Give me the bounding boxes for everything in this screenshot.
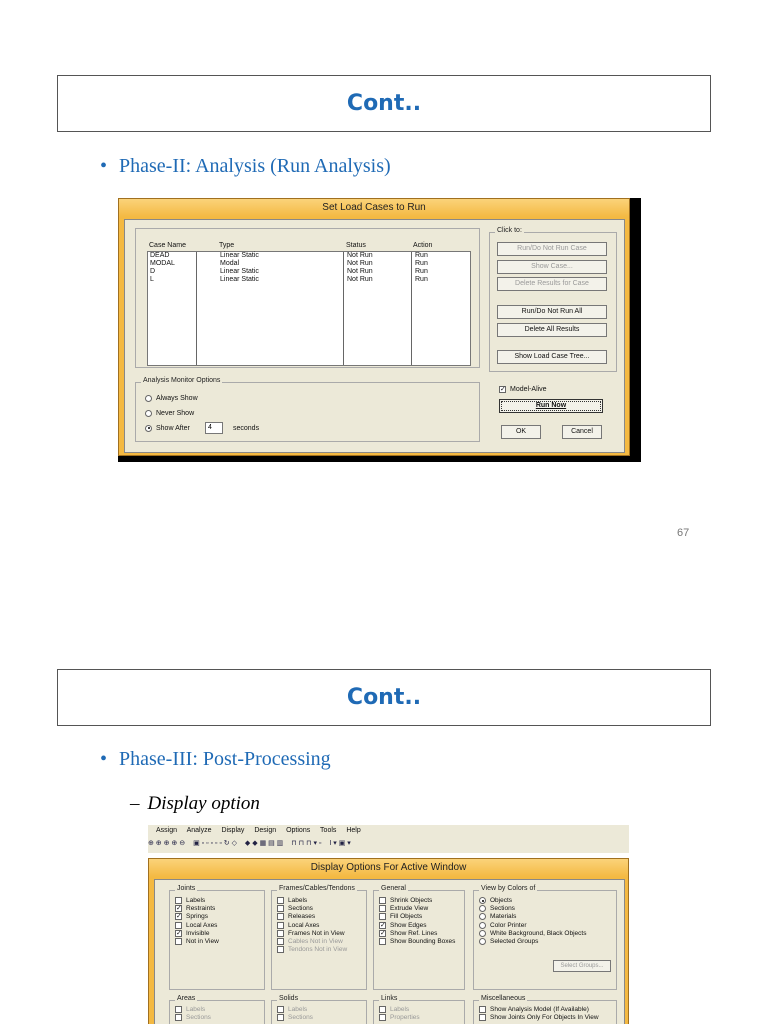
checkbox-checked-icon: ✓ xyxy=(176,913,182,921)
menu-tools[interactable]: Tools xyxy=(320,827,337,834)
selected-groups-radio[interactable]: Selected Groups xyxy=(479,938,586,946)
always-show-radio[interactable]: Always Show xyxy=(145,394,198,403)
checkbox-checked-icon: ✓ xyxy=(380,929,386,937)
menu-help[interactable]: Help xyxy=(346,827,361,834)
color-materials-radio[interactable]: Materials xyxy=(479,913,586,921)
bullet-label: Phase-III: Post-Processing xyxy=(119,748,331,770)
col-type: Type xyxy=(219,242,235,249)
solids-label: Solids xyxy=(279,995,299,1002)
color-sections-radio[interactable]: Sections xyxy=(479,905,586,913)
bullet-text xyxy=(100,748,331,771)
set-load-cases-dialog xyxy=(118,198,641,462)
joints-options xyxy=(175,897,219,946)
links-labels-checkbox[interactable]: Labels xyxy=(379,1006,420,1014)
color-objects-radio[interactable]: Objects xyxy=(479,897,586,905)
bullet-text xyxy=(100,155,391,178)
slide-title-box xyxy=(57,75,711,132)
color-printer-radio[interactable]: Color Printer xyxy=(479,922,586,930)
checkbox-icon xyxy=(175,897,182,904)
links-options xyxy=(379,1006,420,1022)
slide-title: Cont.. xyxy=(346,91,422,116)
bullet-dot-icon: • xyxy=(100,748,108,770)
click-to-label: Click to: xyxy=(497,227,522,234)
model-alive-checkbox[interactable]: ✓ Model-Alive xyxy=(500,385,547,393)
checkbox-icon xyxy=(379,913,386,920)
delete-all-results-button[interactable]: Delete All Results xyxy=(497,323,607,337)
select-groups-button[interactable]: Select Groups... xyxy=(553,960,611,972)
areas-options xyxy=(175,1006,211,1022)
checkbox-icon xyxy=(379,1006,386,1013)
run-not-run-all-button[interactable]: Run/Do Not Run All xyxy=(497,305,607,319)
show-load-case-tree-button[interactable]: Show Load Case Tree... xyxy=(497,350,607,364)
checkbox-icon xyxy=(479,1006,486,1013)
checkbox-checked-icon: ✓ xyxy=(380,921,386,929)
sub-bullet-label: Display option xyxy=(147,793,260,814)
sub-bullet-text xyxy=(130,793,260,815)
extrude-view-checkbox[interactable]: Extrude View xyxy=(379,905,455,913)
radio-icon xyxy=(145,395,152,402)
checkbox-icon xyxy=(379,897,386,904)
radio-icon xyxy=(479,930,486,937)
case-listbox[interactable]: DEAD Linear Static Not Run Run MODAL Modal Not Run Run D Linear Static Not Run Run L Linear Static Not Run Run xyxy=(147,251,471,366)
checkbox-icon xyxy=(479,1014,486,1021)
frames-label: Frames/Cables/Tendons xyxy=(279,885,355,892)
checkbox-checked-icon: ✓ xyxy=(176,929,182,937)
show-case-button[interactable]: Show Case... xyxy=(497,260,607,274)
checkbox-icon xyxy=(277,913,284,920)
menu-items xyxy=(156,827,369,834)
view-icon[interactable]: ▣ ▫ ▫ ▫ ▫ ▫ ↻ ◇ xyxy=(193,840,237,847)
arrow-icon[interactable]: ◆ ◆ ▦ ▤ ▥ xyxy=(244,840,284,847)
checkbox-icon xyxy=(379,1014,386,1021)
dialog-frame xyxy=(118,198,630,456)
radio-icon xyxy=(479,905,486,912)
solids-sections-checkbox[interactable]: Sections xyxy=(277,1014,313,1022)
view-colors-options xyxy=(479,897,586,946)
col-case-name: Case Name xyxy=(149,242,186,249)
joints-not-in-view-checkbox[interactable]: Not in View xyxy=(175,938,219,946)
frames-options xyxy=(277,897,347,955)
col-action: Action xyxy=(413,242,433,249)
links-label: Links xyxy=(381,995,398,1002)
run-not-run-case-button[interactable]: Run/Do Not Run Case xyxy=(497,242,607,256)
checkbox-icon xyxy=(175,1014,182,1021)
misc-options xyxy=(479,1006,599,1022)
checkbox-checked-icon: ✓ xyxy=(176,905,182,913)
cancel-button[interactable]: Cancel xyxy=(562,425,602,439)
joints-local-axes-checkbox[interactable]: Local Axes xyxy=(175,922,219,930)
checkbox-icon xyxy=(379,905,386,912)
frames-local-axes-checkbox[interactable]: Local Axes xyxy=(277,922,347,930)
general-label: General xyxy=(381,885,406,892)
checkbox-icon xyxy=(277,897,284,904)
show-after-seconds-input[interactable]: 4 xyxy=(205,422,223,434)
solids-options xyxy=(277,1006,313,1022)
col-status: Status xyxy=(346,242,366,249)
show-ref-lines-checkbox[interactable]: ✓ Show Ref. Lines xyxy=(380,929,438,938)
frames-releases-checkbox[interactable]: Releases xyxy=(277,913,347,921)
radio-icon xyxy=(479,922,486,929)
zoom-icon[interactable]: ⊕ ⊕ ⊕ ⊕ ⊖ xyxy=(148,840,186,847)
areas-labels-checkbox[interactable]: Labels xyxy=(175,1006,211,1014)
areas-sections-checkbox[interactable]: Sections xyxy=(175,1014,211,1022)
dialog-title: Set Load Cases to Run xyxy=(119,199,629,217)
radio-icon xyxy=(145,410,152,417)
menu-display[interactable]: Display xyxy=(221,827,245,834)
slide-title: Cont.. xyxy=(346,685,422,710)
joints-springs-checkbox[interactable]: ✓ Springs xyxy=(176,913,209,921)
dialog-body xyxy=(124,219,625,453)
analysis-monitor-label: Analysis Monitor Options xyxy=(143,377,221,384)
joints-restraints-checkbox[interactable]: ✓ Restraints xyxy=(176,905,216,913)
toolbar-icons[interactable] xyxy=(148,839,351,847)
never-show-radio[interactable]: Never Show xyxy=(145,409,194,418)
run-now-button[interactable]: Run Now xyxy=(499,399,603,413)
slide-title-box xyxy=(57,669,711,726)
frames-not-in-view-checkbox[interactable]: Frames Not in View xyxy=(277,930,347,938)
joints-invisible-checkbox[interactable]: ✓ Invisible xyxy=(176,929,210,938)
radio-icon xyxy=(479,913,486,920)
display-options-dialog xyxy=(148,858,629,1024)
tendons-not-in-view-checkbox[interactable]: Tendons Not in View xyxy=(277,946,347,954)
seconds-label: seconds xyxy=(233,425,260,432)
dialog-title: Display Options For Active Window xyxy=(149,859,628,877)
bullet-label: Phase-II: Analysis (Run Analysis) xyxy=(119,155,391,177)
section-icon[interactable]: I ▾ ▣ ▾ xyxy=(329,840,351,847)
checkbox-icon xyxy=(175,938,182,945)
checkbox-checked-icon: ✓ xyxy=(500,385,506,393)
checkbox-icon xyxy=(277,946,284,953)
menu-assign[interactable]: Assign xyxy=(156,827,178,834)
show-bounding-boxes-checkbox[interactable]: Show Bounding Boxes xyxy=(379,938,455,946)
frames-sections-checkbox[interactable]: Sections xyxy=(277,905,347,913)
general-options xyxy=(379,897,455,946)
menu-analyze[interactable]: Analyze xyxy=(186,827,212,834)
menu-design[interactable]: Design xyxy=(254,827,277,834)
checkbox-icon xyxy=(277,905,284,912)
frame-icon[interactable]: ⊓ ⊓ ⊓ ▾ ▫ xyxy=(291,840,322,847)
checkbox-icon xyxy=(277,922,284,929)
checkbox-icon xyxy=(277,938,284,945)
joints-labels-checkbox[interactable]: Labels xyxy=(175,897,219,905)
ok-button[interactable]: OK xyxy=(501,425,541,439)
links-properties-checkbox[interactable]: Properties xyxy=(379,1014,420,1022)
joints-label: Joints xyxy=(177,885,196,892)
frames-labels-checkbox[interactable]: Labels xyxy=(277,897,347,905)
checkbox-icon xyxy=(379,938,386,945)
checkbox-icon xyxy=(277,930,284,937)
white-background-radio[interactable]: White Background, Black Objects xyxy=(479,930,586,938)
checkbox-icon xyxy=(277,1006,284,1013)
checkbox-icon xyxy=(175,922,182,929)
areas-label: Areas xyxy=(177,995,196,1002)
checkbox-icon xyxy=(175,1006,182,1013)
show-edges-checkbox[interactable]: ✓ Show Edges xyxy=(380,921,427,929)
solids-labels-checkbox[interactable]: Labels xyxy=(277,1006,313,1014)
dash-icon: – xyxy=(130,793,140,814)
dialog-body xyxy=(154,879,625,1024)
radio-selected-icon xyxy=(479,897,486,904)
shrink-objects-checkbox[interactable]: Shrink Objects xyxy=(379,897,455,905)
radio-icon xyxy=(479,938,486,945)
app-menubar xyxy=(148,825,629,853)
misc-label: Miscellaneous xyxy=(481,995,526,1002)
cables-not-in-view-checkbox[interactable]: Cables Not in View xyxy=(277,938,347,946)
show-after-radio[interactable]: Show After xyxy=(145,424,190,433)
view-colors-label: View by Colors of xyxy=(481,885,536,892)
show-analysis-model-checkbox[interactable]: Show Analysis Model (If Available) xyxy=(479,1006,599,1014)
show-joints-only-checkbox[interactable]: Show Joints Only For Objects In View xyxy=(479,1014,599,1022)
checkbox-icon xyxy=(277,1014,284,1021)
fill-objects-checkbox[interactable]: Fill Objects xyxy=(379,913,455,921)
page-number: 67 xyxy=(677,527,690,539)
delete-results-case-button[interactable]: Delete Results for Case xyxy=(497,277,607,291)
bullet-dot-icon: • xyxy=(100,155,108,177)
menu-options[interactable]: Options xyxy=(286,827,311,834)
radio-selected-icon xyxy=(145,425,152,432)
